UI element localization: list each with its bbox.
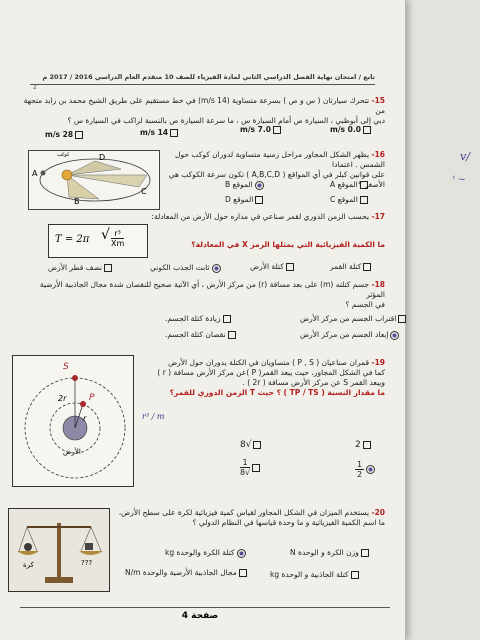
q20-option-1[interactable]: وزن الكرة و الوحدة N [290, 548, 371, 557]
orbit-label-c: C [141, 187, 147, 196]
q16-option-b[interactable]: الموقع B [225, 180, 266, 190]
q20-text-1: يستخدم الميزان في الشكل المجاور لقياس كمية فيزيائية لكرة على سطح الأرض، [118, 508, 370, 517]
q17-option-3[interactable]: ثابت الجذب الكوني [150, 263, 223, 273]
page-header [30, 70, 375, 85]
q20-text-2: ما اسم الكمية الفيزيائية و ما وحدة قياسها في النظام الدولي ؟ [192, 518, 385, 527]
q20-option-3[interactable]: كتلة الجاذبية و الوحدة kg [270, 570, 361, 579]
q17-question: ما الكمية الفيزيائية التي يمثلها الرمز X في المعادلة؟ [191, 240, 385, 249]
q17-text-1: يحسب الزمن الدوري لقمر صناعي في مداره حول الأرض من المعادلة: [151, 212, 370, 221]
question-17: 17- يحسب الزمن الدوري لقمر صناعي في مداره حول الأرض من المعادلة: [151, 212, 385, 221]
q17-option-4[interactable]: نصف قطر الأرض [48, 263, 114, 272]
satellite-s-icon [72, 375, 78, 381]
orbit-label-d: D [99, 153, 106, 162]
q16-text-2: على قوانين كبلر في أي المواقع ( A,B,C,D ) تكون سرعة الكوكب هي الأصغر ؟ [168, 170, 385, 189]
q19-option-3[interactable]: $\frac{1}{2}$ [355, 460, 377, 479]
question-19: 19- قمران صناعيان ( P , S ) متساويان في الكتلة يدوران حول الأرض كما في الشكل المجاور، حيث يبعد القمر( P )عن مركز الأرض مسافة ( r ) ويبعد القمر S عن مركز الأرض مسافة ( 2r ) . ما مقدار النسبة ( TP / TS ) ؟ حيث T الزمن الدوري للقمر؟ [157, 358, 385, 397]
formula-fraction: $\frac{\text{r³}}{Xm}$ [111, 229, 125, 248]
q15-option-2[interactable]: 7.0 m/s [240, 125, 283, 134]
label-weights: ??? [81, 559, 93, 567]
weight-icon [85, 543, 93, 550]
satellite-p-icon [80, 401, 86, 407]
page-number: صفحة 4 [181, 611, 219, 621]
label-s: S [63, 362, 69, 372]
label-r: r [83, 414, 87, 423]
orbit-svg [29, 151, 159, 209]
satellite-diagram [12, 355, 134, 487]
q19-question: ما مقدار النسبة ( TP / TS ) ؟ حيث T الزمن الدوري للقمر؟ [169, 388, 385, 397]
sun-icon [62, 170, 72, 180]
q16-text-1: يظهر الشكل المجاور مراحل زمنية متساوية لدوران كوكب حول الشمس . اعتمادا [175, 150, 385, 169]
label-earth: الأرض [63, 448, 81, 456]
q15-option-4[interactable]: 28 m/s [45, 130, 85, 139]
q20-option-4[interactable]: مجال الجاذبية الأرضية والوحدة N/m [125, 568, 249, 577]
handwritten-scribble: v/ [460, 150, 470, 163]
question-20: 20- يستخدم الميزان في الشكل المجاور لقياس كمية فيزيائية لكرة على سطح الأرض، ما اسم الكمية الفيزيائية و ما وحدة قياسها في النظام الدولي ؟ [118, 508, 385, 527]
q16-option-d[interactable]: الموقع D [225, 195, 265, 204]
q17-option-1[interactable]: كتلة القمر [330, 262, 373, 271]
handwritten-note: r³ / m [142, 412, 165, 421]
q18-option-2[interactable]: زيادة كتلة الجسم. [165, 314, 233, 323]
q18-option-1[interactable]: اقتراب الجسم من مركز الأرض [300, 314, 408, 323]
q16-option-a[interactable]: الموقع A [330, 180, 370, 189]
q19-text-1: قمران صناعيان ( P , S ) متساويان في الكتلة يدوران حول الأرض [168, 358, 370, 367]
formula-text: T = 2π [55, 234, 90, 245]
orbit-diagram [28, 150, 160, 210]
ball-icon [24, 543, 32, 551]
q19-option-4[interactable]: $\frac{1}{√8}$ [240, 458, 262, 477]
q15-option-3[interactable]: 14 m/s [140, 128, 180, 137]
page-footer [20, 607, 390, 608]
q15-text-2: دبي إلى أبوظبي ، السيارة ص أمام السيارة س ، ما سرعة السيارة ص بالنسبة لراكب في السيارة س ؟ [67, 116, 385, 125]
q18-option-3[interactable]: إبعاد الجسم من مركز الأرض [300, 330, 401, 340]
q15-text-1: تتحرك سيارتان ( س و ص ) بسرعة متساوية (14 m/s) في خط مستقيم على طريق الشيخ محمد بن زايد متجهة من [23, 96, 385, 115]
q19-option-1[interactable]: 2 [355, 440, 373, 450]
satellite-svg [13, 356, 133, 486]
period-formula [48, 224, 148, 258]
q18-text-2: في الجسم ؟ [345, 300, 385, 309]
label-ball: كرة [23, 561, 34, 569]
question-18: 18- جسم كتلته (m) على بعد مسافة (r) من مركز الأرض ، أي الآتية صحيح للنقصان شدة مجال الجاذبية الأرضية المؤثر في الجسم ؟ [39, 280, 385, 309]
balance-diagram [8, 508, 110, 592]
q19-option-2[interactable]: √8 [240, 440, 263, 450]
q16-option-c[interactable]: الموقع C [330, 195, 370, 204]
q19-text-3: ويبعد القمر S عن مركز الأرض مسافة ( 2r ) . [242, 378, 385, 387]
page-mark: 2 [33, 84, 37, 91]
orbit-label-b: B [74, 197, 80, 206]
q15-option-1[interactable]: 0.0 m/s [330, 125, 373, 134]
q18-option-4[interactable]: نقصان كتلة الجسم. [165, 330, 238, 339]
question-16: 16- يظهر الشكل المجاور مراحل زمنية متساوية لدوران كوكب حول الشمس . اعتمادا على قوانين كبلر في أي المواقع ( A,B,C,D ) تكون سرعة الكوكب هي الأصغر ؟ [168, 150, 385, 189]
question-15 [20, 96, 385, 126]
q20-option-2[interactable]: كتلة الكرة والوحدة kg [165, 548, 248, 558]
header-text: تابع / امتحان نهاية الفصل الدراسي الثاني لمادة الفيزياء للصف 10 متقدم العام الدراسي 2016 / 2017 م [42, 73, 375, 81]
balance-svg [9, 509, 109, 591]
planet-icon [41, 171, 46, 176]
handwritten-scribble-2: ᵗ ~ [453, 175, 466, 185]
label-2r: 2r [58, 394, 67, 403]
q18-text-1: جسم كتلته (m) على بعد مسافة (r) من مركز الأرض ، أي الآتية صحيح للنقصان شدة مجال الجاذبية الأرضية المؤثر [39, 280, 385, 299]
orbit-label-sun: كوكب [57, 152, 70, 158]
q15-number: 15- [371, 96, 385, 105]
q19-text-2: كما في الشكل المجاور، حيث يبعد القمر( P )عن مركز الأرض مسافة ( r ) [157, 368, 385, 377]
q17-option-2[interactable]: كتلة الأرض [250, 262, 296, 271]
sqrt-icon: √ [101, 227, 110, 243]
label-p: P [89, 393, 95, 403]
orbit-label-a: A [32, 169, 38, 178]
